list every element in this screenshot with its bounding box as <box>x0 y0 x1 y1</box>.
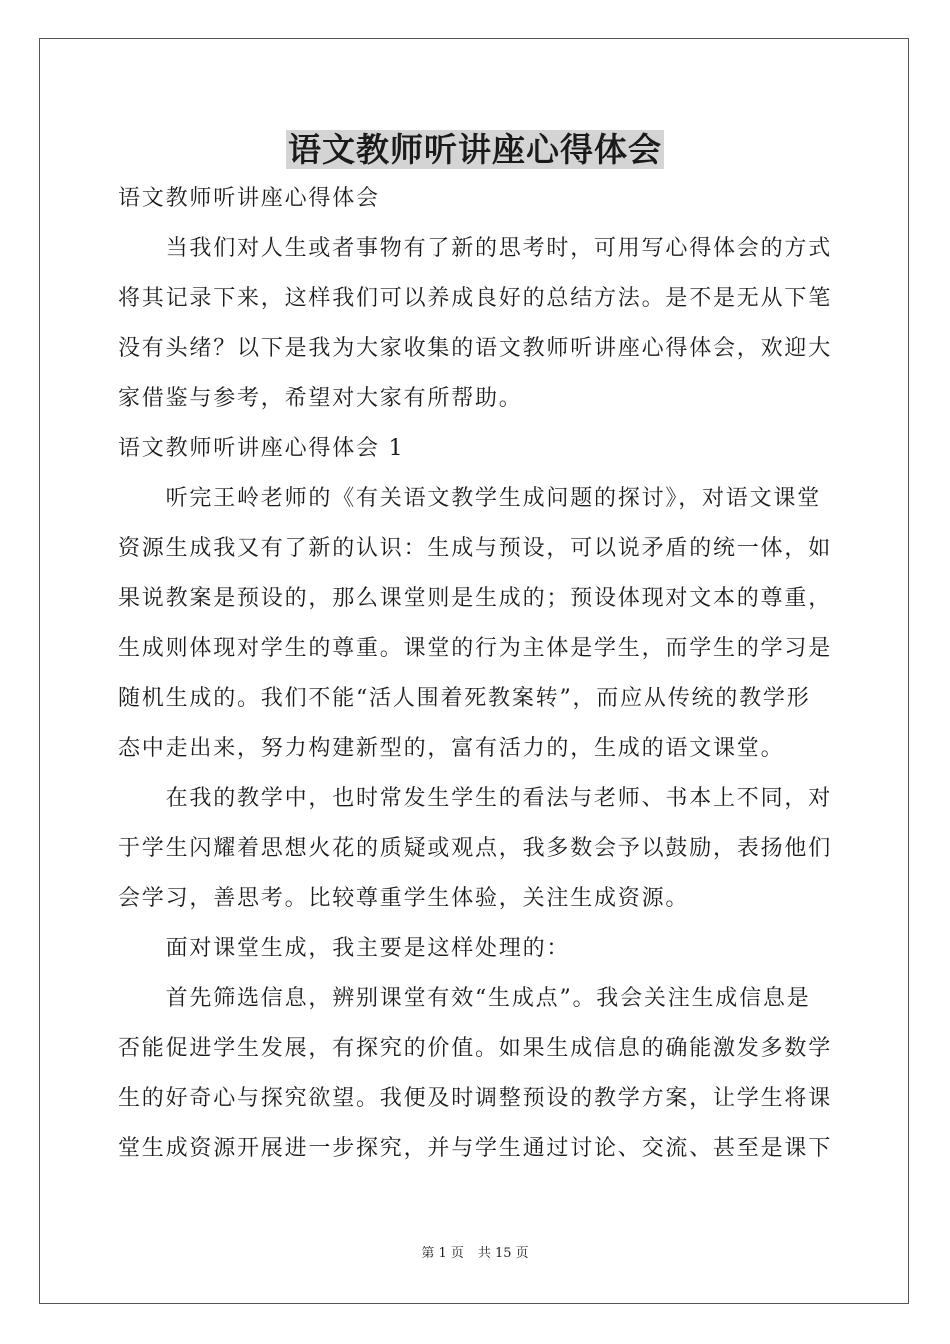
text-line: 没有头绪？以下是我为大家收集的语文教师听讲座心得体会，欢迎大 <box>118 336 833 361</box>
text-line: 面对课堂生成，我主要是这样处理的： <box>118 936 571 961</box>
section-heading: 语文教师听讲座心得体会 1 <box>118 436 405 461</box>
page-number: 第 1 页 <box>421 1246 464 1261</box>
text-line: 家借鉴与参考，希望对大家有所帮助。 <box>118 386 523 411</box>
page-total: 共 15 页 <box>477 1246 529 1261</box>
document-body <box>118 176 834 1176</box>
text-line: 当我们对人生或者事物有了新的思考时，可用写心得体会的方式 <box>118 236 833 261</box>
text-line: 果说教案是预设的，那么课堂则是生成的；预设体现对文本的尊重， <box>118 586 833 611</box>
text-line: 听完王岭老师的《有关语文教学生成问题的探讨》，对语文课堂 <box>118 486 822 511</box>
text-line: 在我的教学中，也时常发生学生的看法与老师、书本上不同，对 <box>118 786 833 811</box>
text-line: 将其记录下来，这样我们可以养成良好的总结方法。是不是无从下笔 <box>118 286 833 311</box>
text-line: 否能促进学生发展，有探究的价值。如果生成信息的确能激发多数学 <box>118 1036 833 1061</box>
text-line: 堂生成资源开展进一步探究，并与学生通过讨论、交流、甚至是课下 <box>118 1136 833 1161</box>
text-line: 资源生成我又有了新的认识：生成与预设，可以说矛盾的统一体，如 <box>118 536 833 561</box>
text-line: 随机生成的。我们不能“活人围着死教案转”，而应从传统的教学形 <box>118 686 811 711</box>
text-line: 会学习，善思考。比较尊重学生体验，关注生成资源。 <box>118 886 690 911</box>
page-title <box>0 128 950 172</box>
text-line: 语文教师听讲座心得体会 <box>118 186 380 211</box>
text-line: 态中走出来，努力构建新型的，富有活力的，生成的语文课堂。 <box>118 736 785 761</box>
text-line: 首先筛选信息，辨别课堂有效“生成点”。我会关注生成信息是 <box>118 986 811 1011</box>
text-line: 生成则体现对学生的尊重。课堂的行为主体是学生，而学生的学习是 <box>118 636 833 661</box>
page-title-text: 语文教师听讲座心得体会 <box>288 130 662 169</box>
page-footer <box>0 1245 950 1263</box>
text-line: 于学生闪耀着思想火花的质疑或观点，我多数会予以鼓励，表扬他们 <box>118 836 833 861</box>
text-line: 生的好奇心与探究欲望。我便及时调整预设的教学方案，让学生将课 <box>118 1086 833 1111</box>
